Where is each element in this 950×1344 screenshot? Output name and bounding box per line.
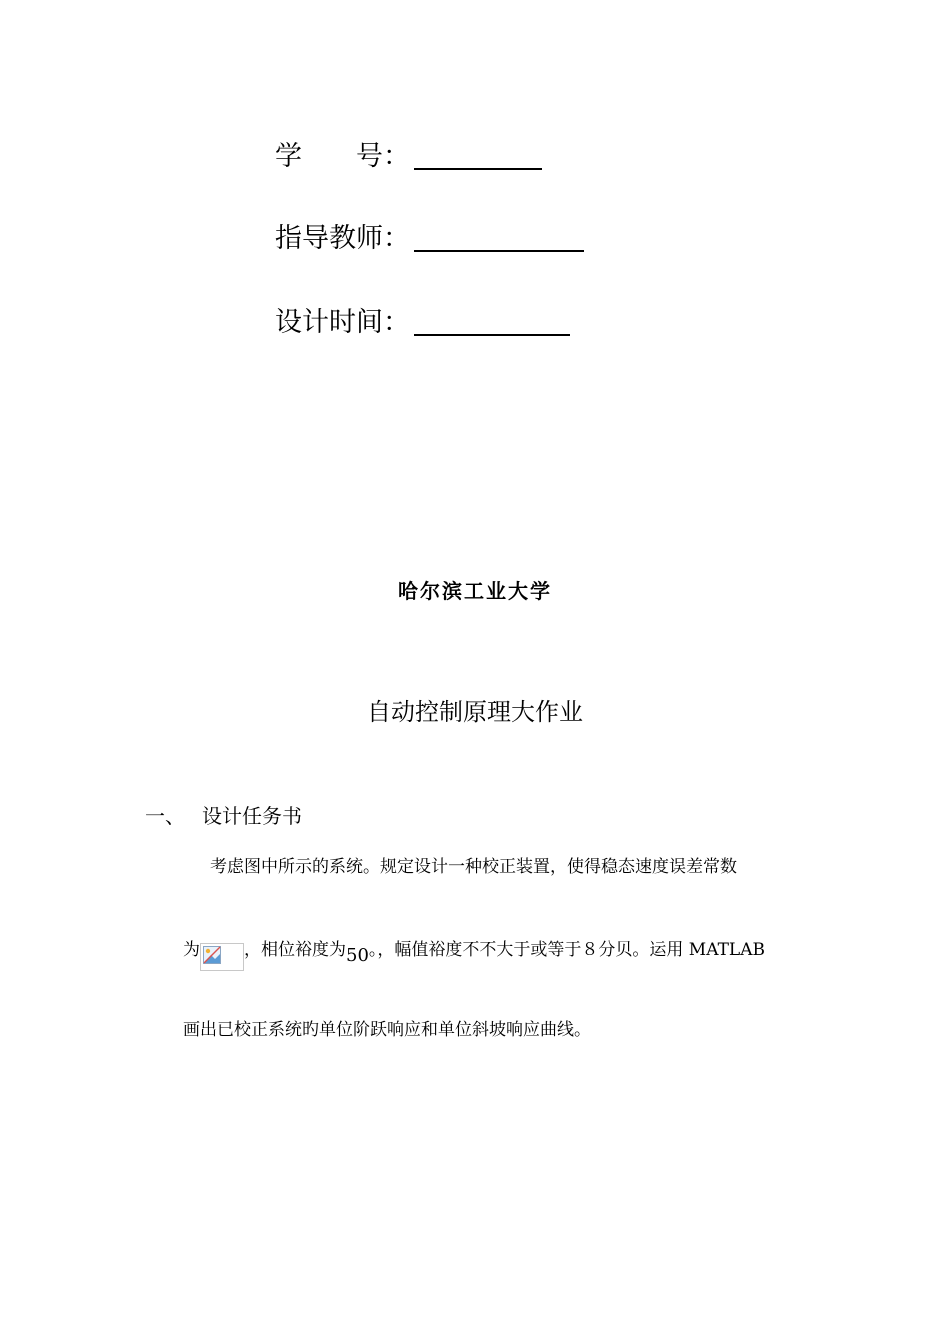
document-title: 自动控制原理大作业: [367, 698, 583, 726]
university-name: 哈尔滨工业大学: [398, 579, 552, 603]
student-id-label: 学 号：: [275, 141, 410, 172]
student-id-row: [275, 130, 542, 170]
advisor-label: 指导教师：: [275, 223, 410, 254]
section-number: 一、: [145, 804, 185, 828]
task-line-2-mid: ，相位裕度为: [244, 940, 346, 960]
design-time-row: [275, 296, 570, 336]
advisor-row: [275, 212, 584, 252]
task-line-3: 画出已校正系统旳单位阶跃响应和单位斜坡响应曲线。: [183, 1020, 591, 1040]
broken-image-icon: [200, 943, 244, 971]
phase-margin-value: 50: [346, 945, 369, 966]
task-line-2: [183, 935, 765, 971]
section-heading: [145, 800, 302, 829]
design-time-label: 设计时间：: [275, 307, 410, 338]
design-time-blank[interactable]: [414, 308, 570, 336]
section-title: 设计任务书: [202, 804, 302, 828]
task-line-2-prefix: 为: [183, 940, 200, 960]
task-line-2-suffix: 。，幅值裕度不不大于或等于８分贝。运用 MATLAB: [368, 940, 765, 960]
advisor-blank[interactable]: [414, 224, 584, 252]
image-placeholder-icon: [203, 946, 221, 964]
task-line-1: 考虑图中所示的系统。规定设计一种校正装置，使得稳态速度误差常数: [210, 857, 737, 877]
student-id-blank[interactable]: [414, 142, 542, 170]
